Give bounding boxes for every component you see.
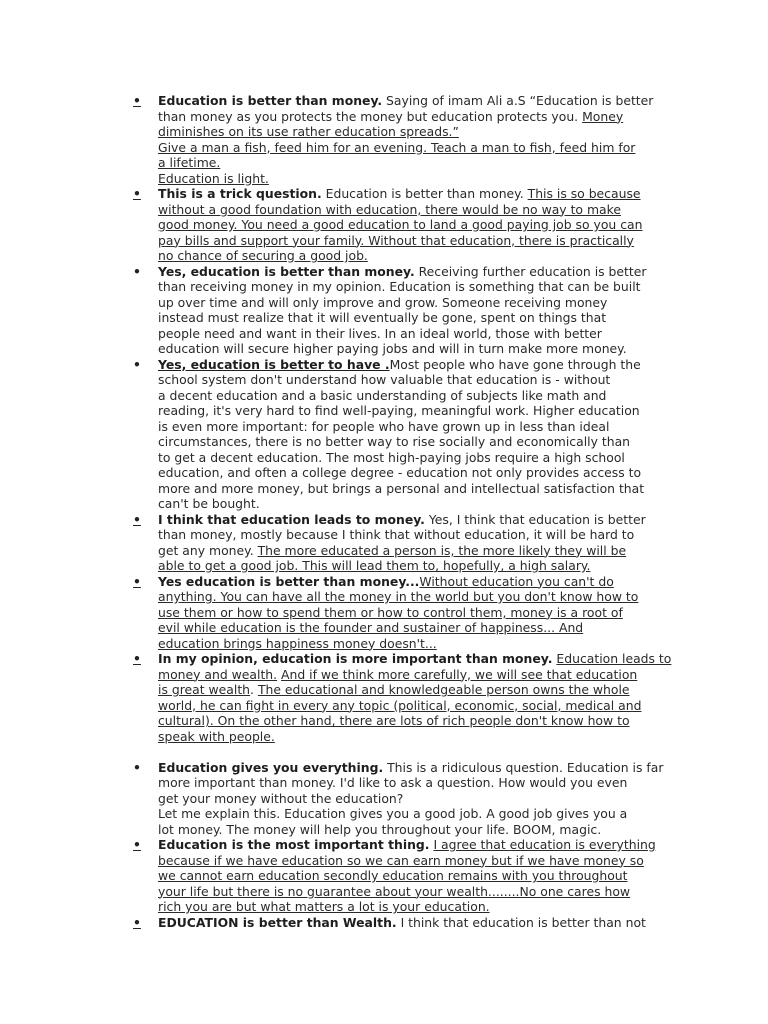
body-text: up over time and will only improve and grow. Someone receiving money (158, 294, 608, 310)
body-text: Education leads to (556, 651, 672, 666)
heading-text: I think that education leads to money. (158, 511, 425, 527)
text-line (158, 341, 652, 357)
bullet-item (0, 357, 652, 512)
heading-text: EDUCATION is better than Wealth. (158, 914, 397, 930)
body-text: a lifetime. (158, 155, 221, 170)
body-text: no chance of securing a good job. (158, 248, 368, 263)
text-line (158, 295, 652, 311)
body-text: I agree that education is everything (433, 837, 656, 852)
text-line (158, 558, 652, 574)
bullet-item (0, 93, 652, 186)
bullet-item (0, 186, 652, 264)
text-line (158, 512, 652, 528)
bullet-marker: • (133, 356, 141, 372)
body-text: more important than money. I'd like to ask a question. How would you even (158, 775, 628, 790)
text-line (158, 450, 652, 466)
body-text: speak with people. (158, 728, 275, 744)
text-line (158, 868, 652, 884)
text-line (158, 264, 652, 280)
text-line (158, 589, 652, 605)
body-text: able to get a good job. This will lead them to, hopefully, a high salary. (158, 558, 591, 573)
text-line (158, 667, 652, 683)
body-text: school system don't understand how valuable that education is - without (158, 372, 611, 387)
body-text: Without education you can't do (419, 573, 614, 589)
bullet-item (0, 264, 652, 357)
heading-text: This is a trick question. (158, 186, 322, 201)
text-line (158, 481, 652, 497)
text-line (158, 279, 652, 295)
body-text: we cannot earn education secondly education remains with you throughout (158, 868, 628, 883)
bullet-item (0, 512, 652, 574)
body-text: education brings happiness money doesn't... (158, 635, 437, 651)
body-text: your life but there is no guarantee about your wealth........No one cares how (158, 883, 631, 899)
body-text: is even more important: for people who have grown up in less than ideal (158, 418, 610, 434)
body-text: diminishes on its use rather education spreads.” (158, 124, 459, 139)
heading-text: In my opinion, education is more important than money. (158, 651, 553, 666)
body-text: instead must realize that it will eventually be gone, spent on things that (158, 310, 607, 325)
text-line (158, 248, 652, 264)
text-line (158, 698, 652, 714)
body-text: money and wealth. (158, 666, 278, 682)
text-line (158, 434, 652, 450)
body-text: Money (582, 108, 624, 124)
body-text: Most people who have gone through the (389, 356, 641, 372)
text-line (158, 682, 652, 698)
bullet-marker: • (133, 186, 141, 201)
text-line (158, 759, 664, 776)
body-text: The more educated a person is, the more likely they will be (257, 542, 627, 558)
text-line (158, 775, 652, 791)
body-text: without a good foundation with education, there would be no way to make (158, 201, 621, 217)
heading-text: Education is better than money. (158, 93, 383, 108)
body-text: lot money. The money will help you throughout your life. BOOM, magic. (158, 821, 602, 837)
body-text: Let me explain this. Education gives you a good job. A good job gives you a (158, 806, 628, 821)
bullet-item (0, 837, 656, 915)
body-text: cultural). On the other hand, there are lots of rich people don't know how to (158, 713, 630, 728)
heading-text: Yes, education is better to have . (158, 356, 390, 372)
text-line (158, 837, 656, 853)
text-line (158, 217, 652, 233)
text-line (158, 326, 652, 342)
body-text: The educational and knowledgeable person owns the whole (257, 682, 630, 697)
text-line (158, 620, 652, 636)
text-line (158, 791, 652, 807)
body-text: education, and often a college degree - education not only provides access to (158, 465, 642, 480)
text-line (158, 636, 652, 652)
heading-text: Yes, education is better than money. (158, 263, 415, 279)
text-line (158, 419, 652, 435)
body-text: Education is light. (158, 170, 269, 186)
text-line (158, 806, 652, 822)
bullet-marker: • (133, 573, 141, 589)
body-text: pay bills and support your family. Without that education, there is practically (158, 232, 634, 248)
body-text: good money. You need a good education to land a good paying job so you can (158, 217, 643, 232)
body-text: can't be bought. (158, 496, 260, 511)
bullet-item (0, 651, 672, 744)
text-line (158, 403, 652, 419)
body-text: circumstances, there is no better way to rise socially and economically than (158, 434, 631, 449)
bullet-marker: • (133, 511, 141, 527)
heading-text: Education gives you everything. (158, 759, 384, 775)
text-line (158, 465, 652, 481)
text-line (158, 713, 652, 729)
body-text: world, he can fight in every any topic (political, economic, social, medical and (158, 697, 642, 713)
body-text: is great wealth (158, 682, 251, 697)
body-text: than money as you protects the money but education protects you. (158, 108, 583, 124)
body-text: people need and want in their lives. In an ideal world, those with better (158, 325, 602, 341)
text-line (158, 884, 652, 900)
body-text: get your money without the education? (158, 790, 404, 806)
body-text: evil while education is the founder and sustainer of happiness... And (158, 620, 584, 635)
text-line (158, 171, 652, 187)
body-text: rich you are but what matters a lot is your education. (158, 899, 490, 914)
body-text: Receiving further education is better (414, 263, 647, 279)
bullet-item (0, 574, 652, 652)
document-body (0, 93, 768, 930)
bullet-marker: • (133, 651, 141, 666)
body-text: This is a ridiculous question. Education is far (383, 759, 664, 775)
body-text: use them or how to spend them or how to control them, money is a root of (158, 604, 623, 620)
text-line (158, 202, 652, 218)
text-line (158, 651, 672, 667)
body-text: I think that education is better than not (396, 914, 646, 930)
text-line (158, 822, 652, 838)
bullet-marker: • (133, 914, 141, 930)
text-line (158, 388, 652, 404)
text-line (158, 93, 652, 109)
text-line (158, 372, 652, 388)
text-line (158, 899, 652, 915)
bullet-item (0, 915, 652, 931)
body-text: than money, mostly because I think that without education, it will be hard to (158, 527, 635, 542)
body-text: a decent education and a basic understanding of subjects like math and (158, 387, 607, 403)
text-line (158, 233, 652, 249)
body-text: anything. You can have all the money in the world but you don't know how to (158, 589, 639, 604)
text-line (158, 543, 652, 559)
text-line (158, 109, 652, 125)
body-text: education will secure higher paying jobs and will in turn make more money. (158, 341, 627, 356)
text-line (158, 527, 652, 543)
body-text: Yes, I think that education is better (424, 511, 646, 527)
text-line (158, 186, 652, 202)
body-text: because if we have education so we can earn money but if we have money so (158, 852, 644, 868)
text-line (158, 605, 652, 621)
text-line (158, 729, 652, 745)
text-line (158, 357, 652, 373)
bullet-marker: • (133, 837, 141, 852)
text-line (158, 124, 652, 140)
bullet-marker: • (133, 263, 141, 279)
text-line (158, 310, 652, 326)
heading-text: Yes education is better than money... (158, 573, 420, 589)
text-line (158, 915, 652, 931)
body-text: Education is better than money. (321, 186, 528, 201)
body-text: to get a decent education. The most high-paying jobs require a high school (158, 449, 625, 465)
bullet-marker: • (133, 93, 141, 108)
body-text: . (250, 682, 258, 697)
body-text: This is so because (527, 186, 641, 201)
text-line (158, 155, 652, 171)
text-line (158, 496, 652, 512)
body-text: reading, it's very hard to find well-paying, meaningful work. Higher education (158, 403, 640, 418)
body-text: more and more money, but brings a personal and intellectual satisfaction that (158, 480, 645, 496)
text-line (158, 140, 652, 156)
bullet-marker: • (133, 759, 141, 775)
bullet-item (0, 759, 664, 838)
body-text: Give a man a fish, feed him for an evening. Teach a man to fish, feed him for (158, 139, 636, 155)
body-text: get any money. (158, 542, 258, 558)
body-text: Saying of imam Ali a.S “Education is better (382, 93, 654, 108)
text-line (158, 574, 652, 590)
body-text: And if we think more carefully, we will see that education (281, 666, 638, 682)
body-text: than receiving money in my opinion. Education is something that can be built (158, 279, 641, 294)
text-line (158, 853, 652, 869)
heading-text: Education is the most important thing. (158, 837, 430, 852)
